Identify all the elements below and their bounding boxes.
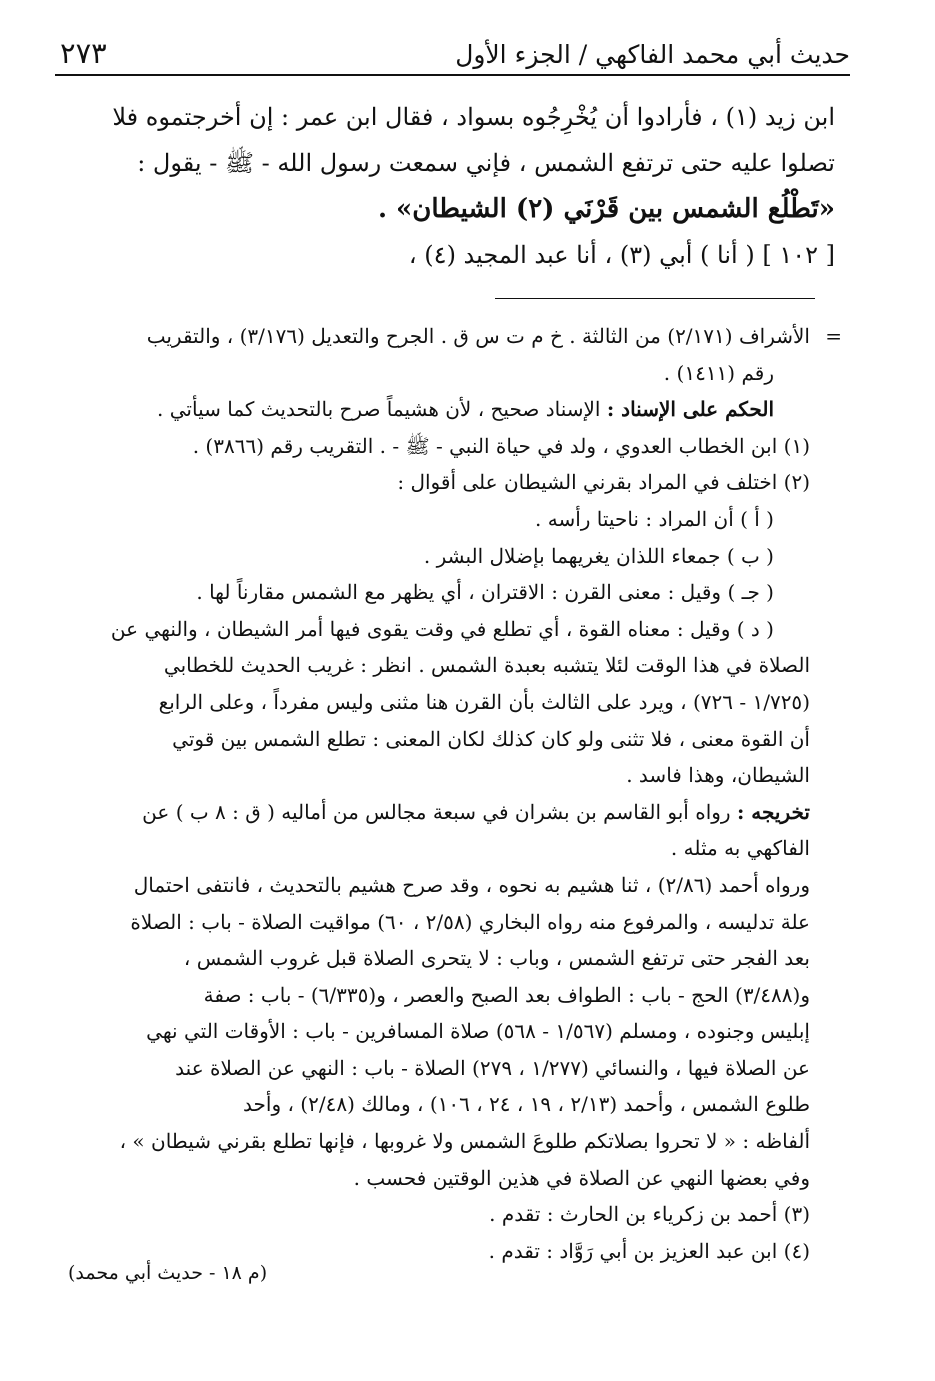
- footnote-line: (١/٧٢٥ - ٧٢٦) ، ويرد على الثالث بأن القرن هنا مثنى وليس مفرداً ، وعلى الرابع: [158, 689, 810, 714]
- footnote-line: و(٣/٤٨٨) الحج - باب : الطواف بعد الصبح والعصر ، و(٦/٣٣٥) - باب : صفة: [203, 982, 810, 1007]
- footnote-line: ( ب ) جمعاء اللذان يغريهما بإضلال البشر .: [423, 543, 774, 568]
- footnote-line: ( د ) وقيل : معناه القوة ، أي تطلع في وقت يقوى فيها أمر الشيطان ، والنهي عن: [110, 616, 774, 641]
- footnote-line: ( أ ) أن المراد : ناحيتا رأسه .: [535, 506, 774, 531]
- footnotes: [55, 318, 842, 1269]
- section-label: تخريجه :: [736, 799, 810, 824]
- footnote-line: ( جـ ) وقيل : معنى القرن : الاقتران ، أي يظهر مع الشمس مقارناً لها .: [196, 580, 774, 605]
- footnote-line: وفي بعضها النهي عن الصلاة في هذين الوقتين فحسب .: [353, 1165, 810, 1190]
- footnote-line: تخريجه : رواه أبو القاسم بن بشران في سبعة مجالس من أماليه ( ق : ٨ ب ) عن: [142, 799, 810, 824]
- footnote-4: (٤) ابن عبد العزيز بن أبي رَوَّاد : تقدم .: [488, 1238, 810, 1263]
- footnote-3: (٣) أحمد بن زكرياء بن الحارث : تقدم .: [489, 1202, 810, 1227]
- main-line-2: تصلوا عليه حتى ترتفع الشمس ، فإني سمعت رسول الله - ﷺ - يقول :: [137, 149, 835, 177]
- footnote-line: الشيطان، وهذا فاسد .: [626, 763, 810, 788]
- header-rule: [55, 74, 850, 76]
- footnote-line: رقم (١٤١١) .: [663, 360, 774, 385]
- footnote-line: ورواه أحمد (٢/٨٦) ، ثنا هشيم به نحوه ، وقد صرح هشيم بالتحديث ، فانتفى احتمال: [133, 872, 810, 897]
- main-text: [60, 94, 835, 278]
- footnote-line: بعد الفجر حتى ترتفع الشمس ، وباب : لا يتحرى الصلاة قبل غروب الشمس ،: [183, 946, 810, 971]
- signature-mark: (م ١٨ - حديث أبي محمد): [68, 1262, 268, 1284]
- footnote-line: طلوع الشمس ، وأحمد (٢/١٣ ، ١٩ ، ٢٤ ، ١٠٦) ، ومالك (٢/٤٨) ، وأحد: [243, 1092, 810, 1117]
- hadith-text: «تَطْلُع الشمس بين قَرْنَي (٢) الشيطان» .: [377, 194, 835, 224]
- continuation-marker: =: [825, 324, 842, 348]
- footnote-line: = الأشراف (٢/١٧١) من الثالثة . خ م ت س ق . الجرح والتعديل (٣/١٧٦) ، والتقريب: [55, 318, 810, 355]
- running-title: حديث أبي محمد الفاكهي / الجزء الأول: [455, 40, 850, 69]
- footnote-line: ألفاظه : « لا تحروا بصلاتكم طلوعَ الشمس ولا غروبها ، فإنها تطلع بقرني شيطان » ،: [119, 1129, 810, 1154]
- footnote-line: علة تدليسه ، والمرفوع منه رواه البخاري (٢/٥٨ ، ٦٠) مواقيت الصلاة - باب : الصلاة: [130, 909, 810, 934]
- section-label: الحكم على الإسناد :: [606, 397, 774, 422]
- footnote-separator: [495, 298, 815, 299]
- footnote-line: إبليس وجنوده ، ومسلم (١/٥٦٧ - ٥٦٨) صلاة المسافرين - باب : الأوقات التي نهي: [146, 1019, 810, 1044]
- footnote-line: الفاكهي به مثله .: [670, 836, 810, 861]
- footnote-line: الصلاة في هذا الوقت لئلا يتشبه بعبدة الشمس . انظر : غريب الحديث للخطابي: [163, 653, 810, 678]
- isnad-line: [ ١٠٢ ] ( أنا ) أبي (٣) ، أنا عبد المجيد (٤) ،: [408, 241, 835, 269]
- footnote-line: أن القوة معنى ، فلا تثنى ولو كان كذلك لكان المعنى : تطلع الشمس بين قوتي: [172, 726, 810, 751]
- page-header: [55, 28, 850, 76]
- footnote-line: عن الصلاة فيها ، والنسائي (١/٢٧٧ ، ٢٧٩) الصلاة - باب : النهي عن الصلاة عند: [175, 1055, 810, 1080]
- main-line-1: ابن زيد (١) ، فأرادوا أن يُخْرِجُوه بسواد ، فقال ابن عمر : إن أخرجتموه فلا: [112, 103, 835, 131]
- footnote-1: (١) ابن الخطاب العدوي ، ولد في حياة النبي - ﷺ - . التقريب رقم (٣٨٦٦) .: [192, 433, 810, 458]
- footnote-2: (٢) اختلف في المراد بقرني الشيطان على أقوال :: [397, 470, 810, 495]
- footnote-line: الحكم على الإسناد : الإسناد صحيح ، لأن هشيماً صرح بالتحديث كما سيأتي .: [157, 397, 774, 422]
- page-number: ٢٧٣: [60, 36, 107, 70]
